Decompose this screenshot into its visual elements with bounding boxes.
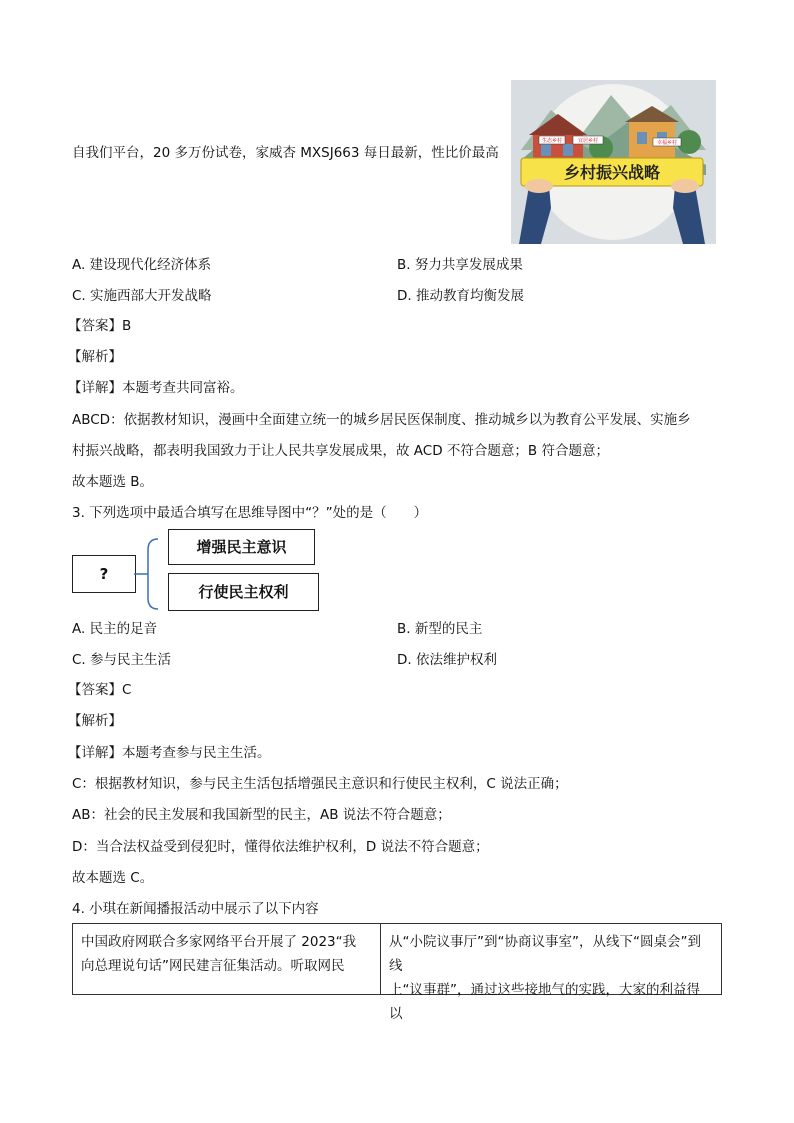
q2-conclusion: 故本题选 B。 [72, 474, 154, 490]
q3-detail: 【详解】本题考查参与民主生活。 [68, 745, 271, 761]
q3-option-c: C. 参与民主生活 [72, 652, 172, 668]
table-cell [73, 924, 381, 994]
q2-explanation-line2: 村振兴战略，都表明我国致力于让人民共享发展成果，故 ACD 不符合题意；B 符合题意； [72, 443, 609, 459]
mindmap-root: ? [72, 555, 136, 593]
mindmap-branch-1: 增强民主意识 [168, 529, 315, 565]
q3-option-d: D. 依法维护权利 [397, 652, 497, 668]
q3-option-a: A. 民主的足音 [72, 621, 158, 637]
q4-news-table [72, 923, 722, 1022]
q2-option-c: C. 实施西部大开发战略 [72, 288, 212, 304]
q3-stem: 3. 下列选项中最适合填写在思维导图中“？”处的是（ ） [72, 505, 428, 521]
q2-answer: 【答案】B [68, 318, 132, 334]
q2-analysis-heading: 【解析】 [68, 349, 122, 365]
mindmap-bracket [134, 536, 170, 612]
sign-label: 幸福乡村 [656, 140, 678, 146]
rural-revitalization-comic [511, 80, 716, 244]
q4-stem: 4. 小琪在新闻播报活动中展示了以下内容 [72, 901, 319, 917]
q3-answer: 【答案】C [68, 682, 132, 698]
q3-conclusion: 故本题选 C。 [72, 870, 154, 886]
q3-option-b: B. 新型的民主 [397, 621, 483, 637]
comic-banner-text: 乡村振兴战略 [563, 163, 661, 182]
intro-line: 自我们平台，20 多万份试卷，家威杏 MXSJ663 每日最新，性比价最高 [72, 145, 499, 161]
q2-option-a: A. 建设现代化经济体系 [72, 257, 212, 273]
table-cell-text: 上“议事群”，通过这些接地气的实践，大家的利益得以 [389, 982, 700, 1022]
sign-label: 宜居乡村 [577, 138, 599, 144]
table-cell-text: 中国政府网联合多家网络平台开展了 2023“我 [81, 934, 357, 950]
q2-detail: 【详解】本题考查共同富裕。 [68, 380, 244, 396]
sign-label: 生态乡村 [541, 138, 563, 144]
table-cell [381, 924, 721, 1022]
q3-analysis-heading: 【解析】 [68, 713, 122, 729]
q3-explanation-line1: C：根据教材知识，参与民主生活包括增强民主意识和行使民主权利，C 说法正确； [72, 776, 568, 792]
q2-explanation-line1: ABCD：依据教材知识，漫画中全面建立统一的城乡居民医保制度、推动城乡以为教育公平发展、实施乡 [72, 412, 691, 428]
table-cell-text: 从“小院议事厅”到“协商议事室”，从线下“圆桌会”到线 [389, 934, 701, 974]
mindmap-branch-2: 行使民主权利 [168, 573, 319, 611]
comic-illustration [511, 80, 716, 244]
q2-option-b: B. 努力共享发展成果 [397, 257, 523, 273]
q2-option-d: D. 推动教育均衡发展 [397, 288, 524, 304]
q3-explanation-line2: AB：社会的民主发展和我国新型的民主，AB 说法不符合题意； [72, 807, 451, 823]
table-cell-text: 向总理说句话”网民建言征集活动。听取网民 [81, 958, 345, 974]
q3-explanation-line3: D：当合法权益受到侵犯时，懂得依法维护权利，D 说法不符合题意； [72, 839, 489, 855]
